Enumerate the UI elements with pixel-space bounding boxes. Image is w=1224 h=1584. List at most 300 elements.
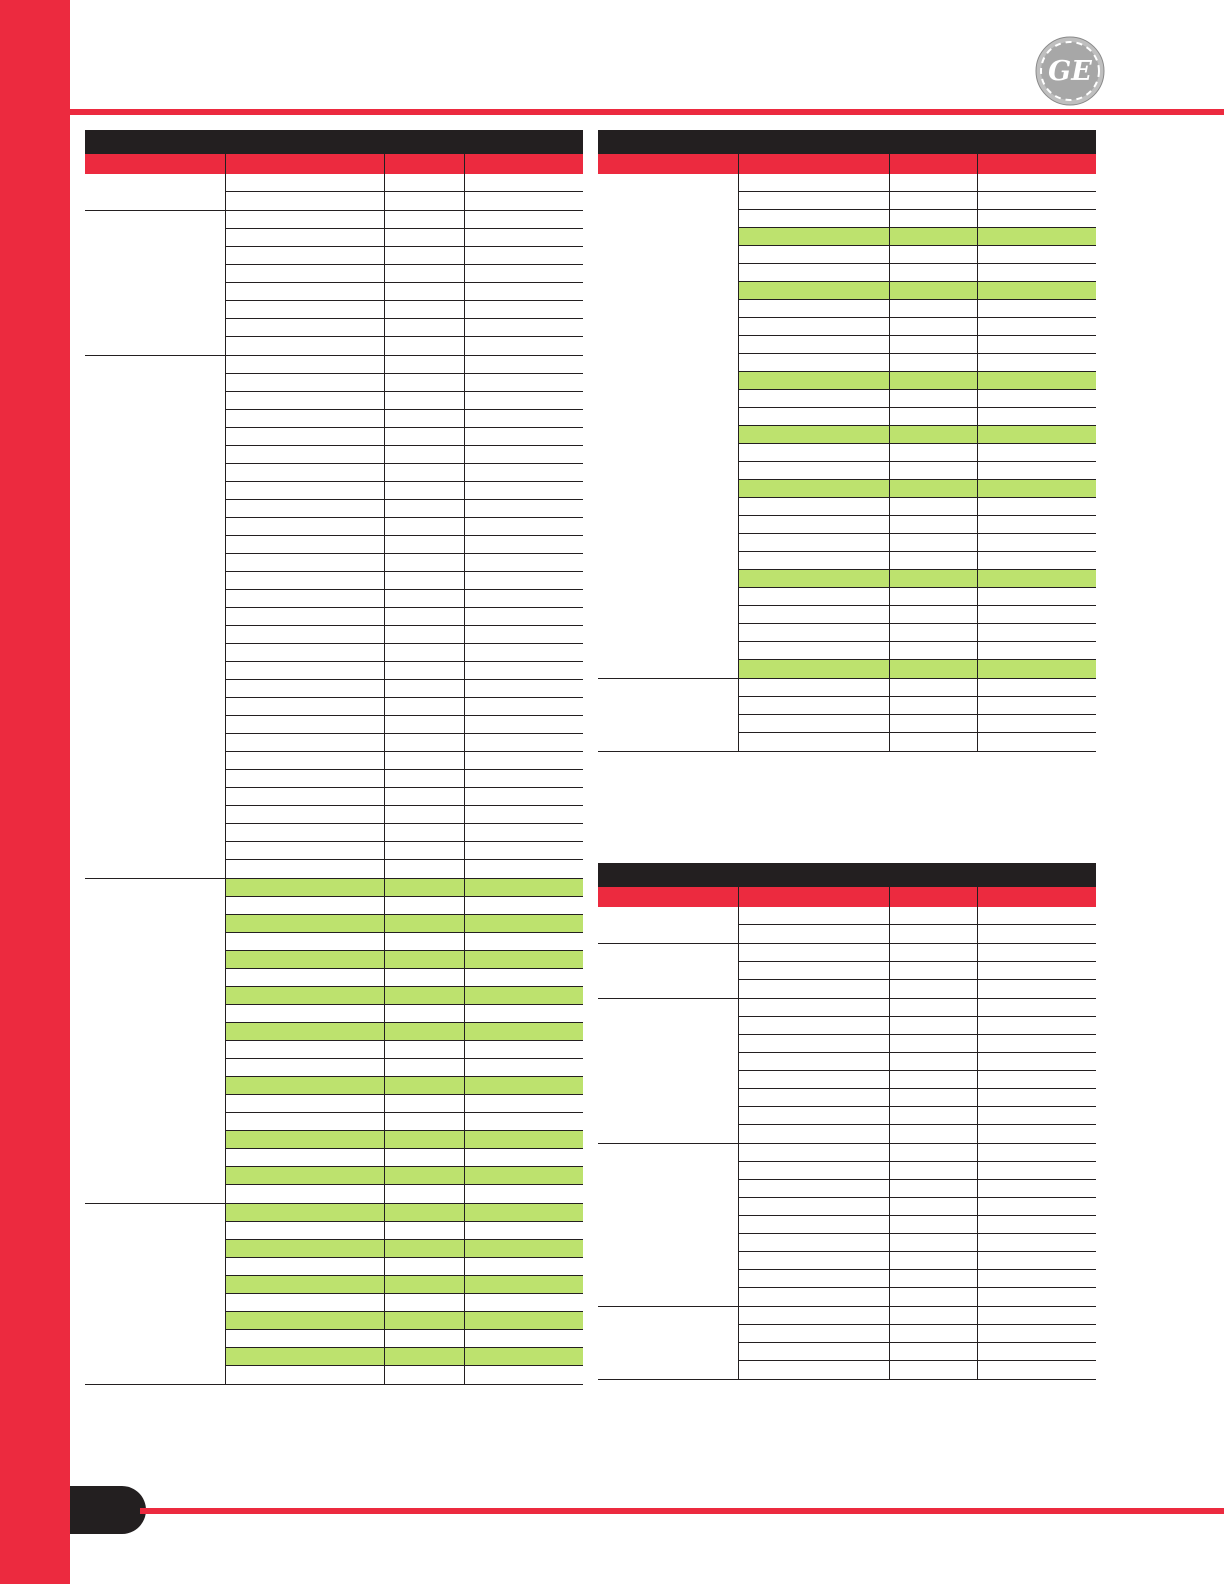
table-row bbox=[739, 980, 1096, 998]
table-row bbox=[226, 572, 583, 590]
table-cell bbox=[889, 697, 977, 714]
table-row-group bbox=[598, 1307, 1096, 1380]
table-row bbox=[226, 211, 583, 229]
table-cell bbox=[464, 265, 583, 282]
table-cell bbox=[226, 1348, 384, 1365]
table-row bbox=[226, 392, 583, 410]
table-cell bbox=[226, 554, 384, 571]
table-cell bbox=[889, 372, 977, 389]
table-cell bbox=[739, 679, 889, 696]
table-cell bbox=[226, 987, 384, 1004]
table-row bbox=[739, 1035, 1096, 1053]
table-cell bbox=[226, 1185, 384, 1203]
table-cell bbox=[226, 1167, 384, 1184]
highlighted-table-row bbox=[226, 915, 583, 933]
table-row bbox=[739, 606, 1096, 624]
table-row bbox=[226, 788, 583, 806]
table-row bbox=[226, 1059, 583, 1077]
table-cell bbox=[384, 265, 464, 282]
table-cell bbox=[384, 969, 464, 986]
table-cell bbox=[384, 951, 464, 968]
table-row bbox=[739, 318, 1096, 336]
table-cell bbox=[739, 1071, 889, 1088]
table-cell bbox=[977, 480, 1096, 497]
table-cell bbox=[889, 462, 977, 479]
table-cell bbox=[384, 1294, 464, 1311]
table-cell bbox=[384, 1131, 464, 1148]
table-cell bbox=[226, 247, 384, 264]
table-cell bbox=[464, 987, 583, 1004]
group-label-cell bbox=[85, 174, 225, 210]
table-cell bbox=[977, 1144, 1096, 1161]
highlighted-table-row bbox=[739, 228, 1096, 246]
table-row bbox=[226, 265, 583, 283]
table-cell bbox=[977, 426, 1096, 443]
table-cell bbox=[739, 1234, 889, 1251]
header-cell bbox=[598, 887, 738, 907]
table-row bbox=[739, 697, 1096, 715]
table-row bbox=[226, 662, 583, 680]
table-cell bbox=[464, 1204, 583, 1221]
table-cell bbox=[464, 572, 583, 589]
table-cell bbox=[384, 608, 464, 625]
table-row bbox=[226, 1366, 583, 1384]
table-cell bbox=[739, 390, 889, 407]
group-label-cell bbox=[598, 1144, 738, 1306]
table-cell bbox=[226, 1041, 384, 1058]
table-row bbox=[226, 1222, 583, 1240]
table-row-group bbox=[85, 879, 583, 1204]
table-cell bbox=[226, 1294, 384, 1311]
table-cell bbox=[739, 462, 889, 479]
table-row bbox=[226, 842, 583, 860]
table-cell bbox=[889, 1361, 977, 1379]
table-row bbox=[226, 319, 583, 337]
table-row-group bbox=[85, 1204, 583, 1385]
table-cell bbox=[977, 606, 1096, 623]
table-row bbox=[739, 1053, 1096, 1071]
table-cell bbox=[739, 944, 889, 961]
table-cell bbox=[977, 1180, 1096, 1197]
table-row bbox=[226, 446, 583, 464]
table-row bbox=[739, 1361, 1096, 1379]
table-row bbox=[226, 933, 583, 951]
table-cell bbox=[739, 300, 889, 317]
table-cell bbox=[226, 1258, 384, 1275]
table-cell bbox=[889, 1198, 977, 1215]
table-row-group bbox=[85, 356, 583, 879]
table-cell bbox=[739, 1325, 889, 1342]
header-cell bbox=[598, 154, 738, 174]
table-cell bbox=[226, 1059, 384, 1076]
table-cell bbox=[977, 642, 1096, 659]
table-cell bbox=[977, 282, 1096, 299]
table-cell bbox=[464, 842, 583, 859]
highlighted-table-row bbox=[226, 1077, 583, 1095]
highlighted-table-row bbox=[739, 372, 1096, 390]
table-cell bbox=[739, 516, 889, 533]
table-cell bbox=[977, 999, 1096, 1016]
highlighted-table-row bbox=[739, 570, 1096, 588]
table-row bbox=[226, 337, 583, 355]
table-cell bbox=[739, 1288, 889, 1306]
table-cell bbox=[977, 336, 1096, 353]
table-cell bbox=[739, 408, 889, 425]
table-cell bbox=[977, 679, 1096, 696]
table-cell bbox=[977, 498, 1096, 515]
table-cell bbox=[464, 951, 583, 968]
header-rule bbox=[70, 109, 1224, 115]
table-cell bbox=[889, 1053, 977, 1070]
table-cell bbox=[226, 644, 384, 661]
table-cell bbox=[977, 408, 1096, 425]
table-cell bbox=[977, 907, 1096, 924]
table-cell bbox=[384, 915, 464, 932]
table-row bbox=[739, 1343, 1096, 1361]
table-cell bbox=[739, 1017, 889, 1034]
highlighted-table-row bbox=[226, 951, 583, 969]
table-cell bbox=[977, 552, 1096, 569]
table-cell bbox=[226, 356, 384, 373]
table-cell bbox=[977, 390, 1096, 407]
table-cell bbox=[464, 824, 583, 841]
table-cell bbox=[226, 608, 384, 625]
table-cell bbox=[384, 1149, 464, 1166]
table-cell bbox=[464, 806, 583, 823]
table-cell bbox=[464, 590, 583, 607]
table-cell bbox=[464, 482, 583, 499]
table-cell bbox=[226, 1149, 384, 1166]
table-cell bbox=[226, 716, 384, 733]
table-row bbox=[226, 1185, 583, 1203]
table-cell bbox=[384, 1240, 464, 1257]
table-cell bbox=[464, 788, 583, 805]
table-header-row bbox=[85, 154, 583, 174]
table-cell bbox=[464, 283, 583, 300]
table-row bbox=[739, 1325, 1096, 1343]
table-row bbox=[739, 1270, 1096, 1288]
table-cell bbox=[226, 392, 384, 409]
table-row bbox=[226, 174, 583, 192]
left-margin-bar bbox=[0, 0, 70, 1584]
table-cell bbox=[889, 174, 977, 191]
table-row bbox=[226, 608, 583, 626]
table-cell bbox=[226, 662, 384, 679]
table-cell bbox=[226, 915, 384, 932]
table-cell bbox=[739, 1252, 889, 1269]
table-cell bbox=[739, 1216, 889, 1233]
table-cell bbox=[977, 462, 1096, 479]
table-row bbox=[739, 1162, 1096, 1180]
table-cell bbox=[464, 680, 583, 697]
table-cell bbox=[464, 933, 583, 950]
ge-monogram-icon bbox=[1035, 36, 1105, 106]
highlighted-table-row bbox=[226, 1240, 583, 1258]
table-cell bbox=[384, 1276, 464, 1293]
table-cell bbox=[739, 1125, 889, 1143]
table-cell bbox=[384, 1167, 464, 1184]
table-cell bbox=[739, 552, 889, 569]
table-row bbox=[739, 588, 1096, 606]
table-row bbox=[226, 229, 583, 247]
table-cell bbox=[226, 824, 384, 841]
highlighted-table-row bbox=[739, 426, 1096, 444]
group-label-cell bbox=[85, 211, 225, 355]
table-row bbox=[739, 1288, 1096, 1306]
highlighted-table-row bbox=[739, 282, 1096, 300]
table-cell bbox=[384, 1185, 464, 1203]
table-row bbox=[739, 1307, 1096, 1325]
table-cell bbox=[464, 1167, 583, 1184]
table-cell bbox=[977, 354, 1096, 371]
table-cell bbox=[384, 1041, 464, 1058]
table-cell bbox=[226, 626, 384, 643]
table-cell bbox=[226, 428, 384, 445]
table-cell bbox=[384, 1204, 464, 1221]
table-cell bbox=[739, 733, 889, 751]
table-row bbox=[226, 500, 583, 518]
table-row bbox=[226, 554, 583, 572]
table-cell bbox=[464, 1149, 583, 1166]
table-cell bbox=[977, 1198, 1096, 1215]
table-cell bbox=[739, 907, 889, 924]
group-label-cell bbox=[598, 907, 738, 943]
table-cell bbox=[889, 570, 977, 587]
table-cell bbox=[977, 264, 1096, 281]
table-cell bbox=[384, 229, 464, 246]
table-cell bbox=[739, 697, 889, 714]
table-cell bbox=[739, 246, 889, 263]
header-cell bbox=[977, 154, 1096, 174]
table-cell bbox=[226, 680, 384, 697]
table-cell bbox=[226, 933, 384, 950]
table-cell bbox=[464, 1185, 583, 1203]
table-cell bbox=[384, 842, 464, 859]
table-row bbox=[739, 1180, 1096, 1198]
table-cell bbox=[384, 987, 464, 1004]
table-cell bbox=[464, 608, 583, 625]
table-cell bbox=[739, 1162, 889, 1179]
footer-rule bbox=[140, 1508, 1224, 1514]
table-cell bbox=[977, 1125, 1096, 1143]
table-cell bbox=[464, 301, 583, 318]
table-cell bbox=[977, 210, 1096, 227]
table-cell bbox=[226, 500, 384, 517]
table-cell bbox=[384, 1005, 464, 1022]
table-row bbox=[226, 247, 583, 265]
table-cell bbox=[464, 1294, 583, 1311]
table-row-group bbox=[598, 679, 1096, 752]
group-label-cell bbox=[598, 1307, 738, 1379]
table-row-group bbox=[598, 1144, 1096, 1307]
table-cell bbox=[889, 228, 977, 245]
table-cell bbox=[739, 318, 889, 335]
table-cell bbox=[464, 464, 583, 481]
table-cell bbox=[739, 174, 889, 191]
table-cell bbox=[977, 570, 1096, 587]
table-cell bbox=[464, 247, 583, 264]
table-row bbox=[226, 590, 583, 608]
table-cell bbox=[464, 698, 583, 715]
table-cell bbox=[226, 229, 384, 246]
table-cell bbox=[889, 1307, 977, 1324]
table-row bbox=[226, 1258, 583, 1276]
table-cell bbox=[384, 897, 464, 914]
table-row bbox=[739, 907, 1096, 925]
table-cell bbox=[889, 1325, 977, 1342]
table-cell bbox=[464, 1222, 583, 1239]
table-cell bbox=[889, 264, 977, 281]
table-cell bbox=[977, 733, 1096, 751]
table-cell bbox=[226, 1240, 384, 1257]
table-cell bbox=[977, 300, 1096, 317]
group-label-cell bbox=[598, 944, 738, 998]
table-cell bbox=[977, 1252, 1096, 1269]
table-cell bbox=[889, 192, 977, 209]
table-cell bbox=[384, 319, 464, 336]
table-row bbox=[739, 1144, 1096, 1162]
table-cell bbox=[464, 1366, 583, 1384]
table-cell bbox=[464, 1312, 583, 1329]
table-cell bbox=[384, 283, 464, 300]
table-cell bbox=[226, 518, 384, 535]
table-cell bbox=[384, 1330, 464, 1347]
table-cell bbox=[889, 354, 977, 371]
table-cell bbox=[226, 1222, 384, 1239]
table-row bbox=[226, 1330, 583, 1348]
table-cell bbox=[464, 1041, 583, 1058]
table-cell bbox=[384, 680, 464, 697]
table-cell bbox=[739, 1180, 889, 1197]
table-row bbox=[739, 246, 1096, 264]
header-cell bbox=[889, 154, 977, 174]
table-cell bbox=[889, 1017, 977, 1034]
table-row bbox=[226, 356, 583, 374]
table-cell bbox=[977, 1162, 1096, 1179]
table-cell bbox=[739, 1270, 889, 1287]
table-cell bbox=[977, 1307, 1096, 1324]
table-title-bar bbox=[598, 863, 1096, 887]
table-cell bbox=[739, 1053, 889, 1070]
table-cell bbox=[226, 734, 384, 751]
table-cell bbox=[739, 210, 889, 227]
table-cell bbox=[226, 192, 384, 210]
table-cell bbox=[977, 660, 1096, 678]
table-cell bbox=[464, 500, 583, 517]
table-row bbox=[739, 1252, 1096, 1270]
table-cell bbox=[226, 337, 384, 355]
table-cell bbox=[977, 1288, 1096, 1306]
group-label-cell bbox=[85, 356, 225, 878]
table-cell bbox=[226, 860, 384, 878]
table-cell bbox=[384, 482, 464, 499]
table-cell bbox=[226, 482, 384, 499]
group-label-cell bbox=[598, 174, 738, 678]
table-header-row bbox=[598, 887, 1096, 907]
table-cell bbox=[739, 444, 889, 461]
table-cell bbox=[739, 715, 889, 732]
table-cell bbox=[464, 554, 583, 571]
highlighted-table-row bbox=[226, 1348, 583, 1366]
table-cell bbox=[384, 734, 464, 751]
table-cell bbox=[739, 264, 889, 281]
table-cell bbox=[464, 174, 583, 191]
table-cell bbox=[889, 962, 977, 979]
table-row bbox=[226, 626, 583, 644]
table-row bbox=[739, 944, 1096, 962]
header-cell bbox=[889, 887, 977, 907]
highlighted-table-row bbox=[226, 987, 583, 1005]
table-cell bbox=[384, 356, 464, 373]
table-cell bbox=[977, 1089, 1096, 1106]
table-cell bbox=[977, 925, 1096, 943]
table-row bbox=[739, 1125, 1096, 1143]
highlighted-table-row bbox=[739, 480, 1096, 498]
table-row bbox=[226, 860, 583, 878]
table-cell bbox=[226, 590, 384, 607]
table-cell bbox=[384, 662, 464, 679]
table-cell bbox=[889, 498, 977, 515]
highlighted-table-row bbox=[226, 1312, 583, 1330]
table-cell bbox=[384, 1059, 464, 1076]
table-cell bbox=[464, 662, 583, 679]
table-cell bbox=[464, 1330, 583, 1347]
table-cell bbox=[889, 246, 977, 263]
table-cell bbox=[226, 446, 384, 463]
table-cell bbox=[739, 925, 889, 943]
table-row bbox=[739, 264, 1096, 282]
table-cell bbox=[384, 806, 464, 823]
table-cell bbox=[739, 980, 889, 998]
table-row-group bbox=[85, 174, 583, 211]
table-cell bbox=[464, 915, 583, 932]
highlighted-table-row bbox=[226, 1167, 583, 1185]
table-cell bbox=[384, 174, 464, 191]
table-cell bbox=[889, 282, 977, 299]
table-cell bbox=[889, 1035, 977, 1052]
table-cell bbox=[889, 733, 977, 751]
table-cell bbox=[889, 390, 977, 407]
table-cell bbox=[384, 536, 464, 553]
table-cell bbox=[464, 1131, 583, 1148]
table-cell bbox=[226, 1204, 384, 1221]
table-cell bbox=[226, 374, 384, 391]
table-cell bbox=[384, 1095, 464, 1112]
table-header-row bbox=[598, 154, 1096, 174]
table-cell bbox=[464, 644, 583, 661]
table-cell bbox=[384, 572, 464, 589]
table-cell bbox=[977, 1053, 1096, 1070]
table-cell bbox=[464, 716, 583, 733]
table-row bbox=[739, 516, 1096, 534]
table-cell bbox=[977, 944, 1096, 961]
table-cell bbox=[464, 1258, 583, 1275]
table-cell bbox=[977, 588, 1096, 605]
table-cell bbox=[739, 372, 889, 389]
table-cell bbox=[977, 174, 1096, 191]
table-cell bbox=[464, 1240, 583, 1257]
table-row bbox=[226, 536, 583, 554]
table-cell bbox=[977, 534, 1096, 551]
table-cell bbox=[977, 1071, 1096, 1088]
table-cell bbox=[384, 464, 464, 481]
table-cell bbox=[384, 1312, 464, 1329]
table-cell bbox=[889, 444, 977, 461]
table-cell bbox=[889, 1162, 977, 1179]
table-row bbox=[739, 336, 1096, 354]
table-cell bbox=[464, 229, 583, 246]
table-cell bbox=[464, 626, 583, 643]
